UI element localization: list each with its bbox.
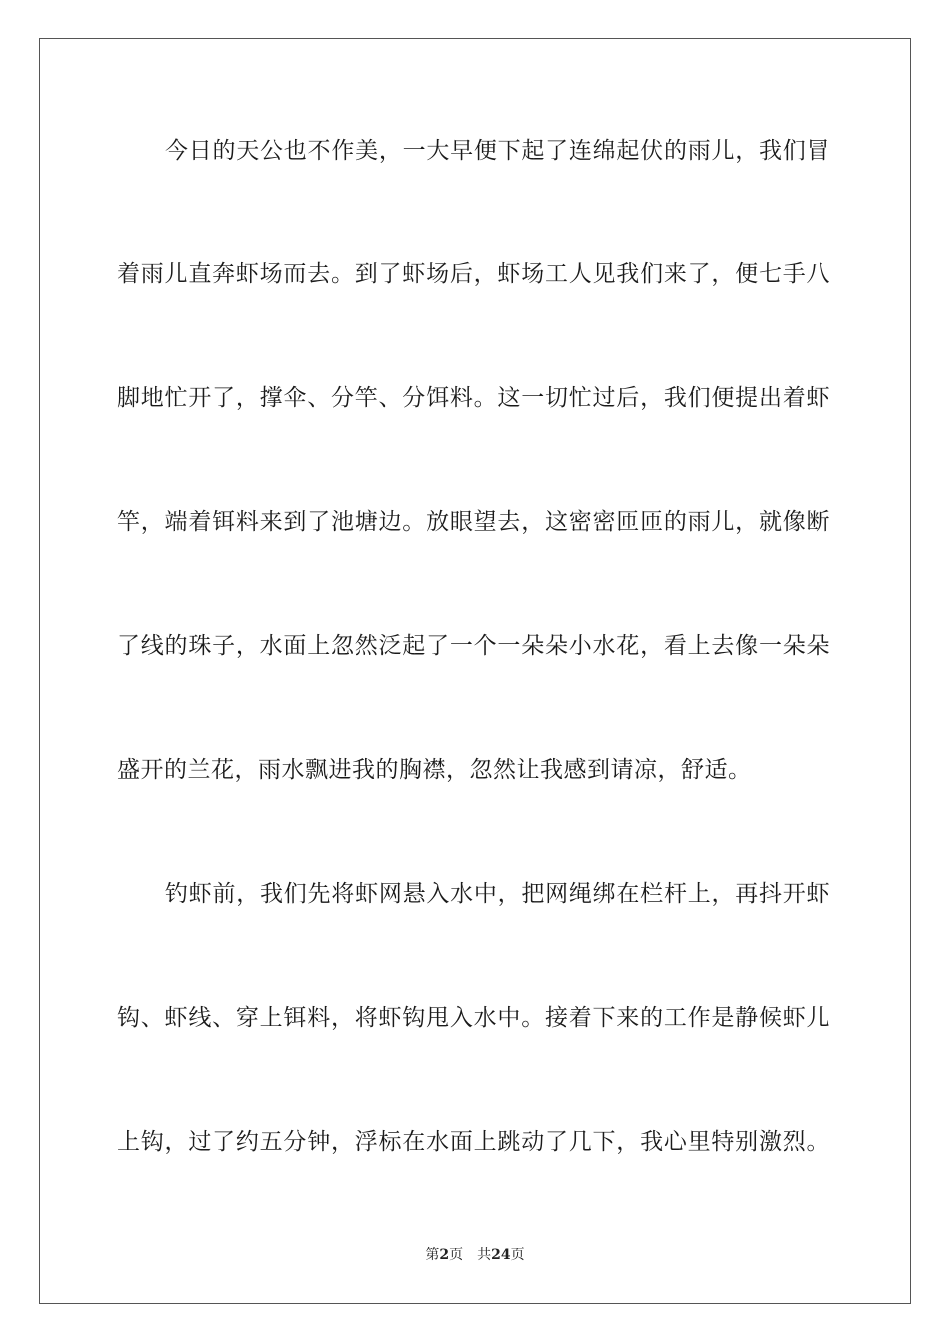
total-pages-indicator <box>477 1247 524 1263</box>
page-border <box>39 38 911 1304</box>
paragraph-1-line-2: 着雨儿直奔虾场而去。到了虾场后，虾场工人见我们来了，便七手八 <box>117 261 830 287</box>
paragraph-1-line-3: 脚地忙开了，撑伞、分竿、分饵料。这一切忙过后，我们便提出着虾 <box>117 385 830 411</box>
page-number: 2 <box>439 1247 450 1263</box>
total-pages: 24 <box>491 1247 511 1263</box>
paragraph-2-line-1: 钓虾前，我们先将虾网悬入水中，把网绳绑在栏杆上，再抖开虾 <box>165 881 830 907</box>
paragraph-1-line-5: 了线的珠子，水面上忽然泛起了一个一朵朵小水花，看上去像一朵朵 <box>117 633 830 659</box>
page-footer <box>0 1246 950 1264</box>
page-prefix: 第 <box>425 1247 440 1263</box>
paragraph-1-line-4: 竿，端着铒料来到了池塘边。放眼望去，这密密匝匝的雨儿，就像断 <box>117 509 830 535</box>
paragraph-1-line-1: 今日的天公也不作美，一大早便下起了连绵起伏的雨儿，我们冒 <box>165 138 830 164</box>
page-suffix: 页 <box>449 1247 464 1263</box>
total-prefix: 共 <box>477 1247 492 1263</box>
total-suffix: 页 <box>510 1247 525 1263</box>
paragraph-2-line-2: 钩、虾线、穿上铒料，将虾钩甩入水中。接着下来的工作是静候虾儿 <box>117 1005 830 1031</box>
paragraph-2-line-3: 上钩，过了约五分钟，浮标在水面上跳动了几下，我心里特别激烈。 <box>117 1129 830 1155</box>
page-indicator <box>425 1247 463 1263</box>
paragraph-1-line-6: 盛开的兰花，雨水飘进我的胸襟，忽然让我感到请凉，舒适。 <box>117 757 752 783</box>
